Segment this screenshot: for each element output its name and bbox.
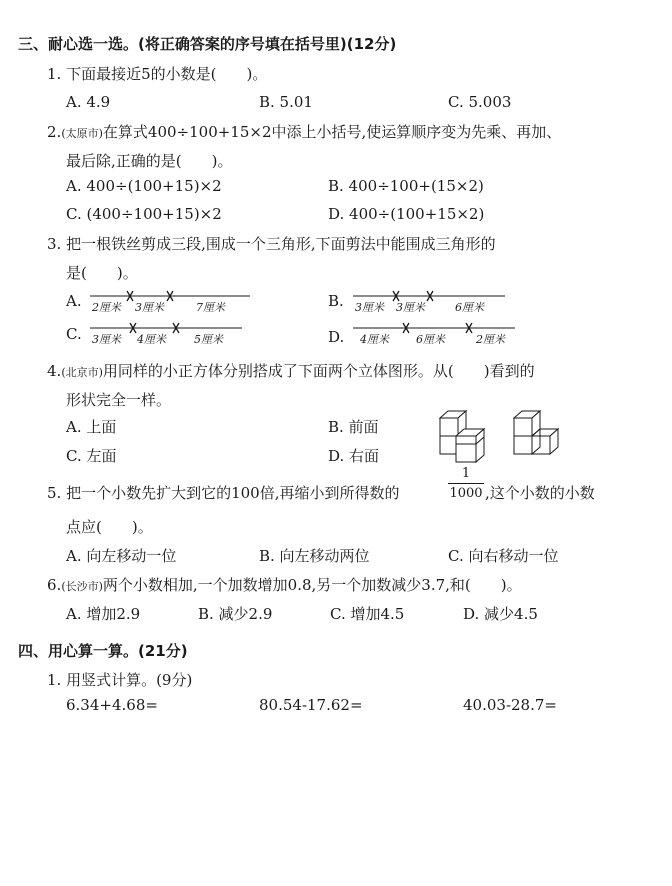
q3-c-seg-3: 5厘米 <box>194 333 223 346</box>
question-4-line2: 形状完全一样。 <box>66 391 172 409</box>
s4-question-1: 1. 用竖式计算。(9分) <box>47 671 193 689</box>
question-2-line2: 最后除,正确的是( )。 <box>66 152 233 170</box>
q4-option-d: D. 右面 <box>328 447 380 465</box>
q3-a-seg-2: 3厘米 <box>135 301 164 314</box>
q4-text: 用同样的小正方体分别搭成了下面两个立体图形。从( )看到的 <box>102 362 535 380</box>
q1-option-a: A. 4.9 <box>66 93 111 111</box>
q1-option-b: B. 5.01 <box>259 93 313 111</box>
q4-solid-figure-2 <box>512 408 572 464</box>
q3-d-seg-3: 2厘米 <box>476 333 505 346</box>
q5-fraction <box>448 466 484 501</box>
calc-expression-2: 80.54-17.62= <box>259 696 363 714</box>
q3-b-seg-2: 3厘米 <box>396 301 425 314</box>
question-4 <box>47 360 535 381</box>
q6-text: 两个小数相加,一个加数增加0.8,另一个加数减少3.7,和( )。 <box>102 576 522 594</box>
q3-option-a-label: A. <box>66 292 82 310</box>
q6-option-c: C. 增加4.5 <box>330 605 405 623</box>
q6-option-b: B. 减少2.9 <box>198 605 273 623</box>
question-2 <box>47 121 561 142</box>
q4-location: (北京市) <box>61 366 103 379</box>
q3-b-seg-1: 3厘米 <box>355 301 384 314</box>
q3-a-seg-3: 7厘米 <box>196 301 225 314</box>
q5-fraction-numerator: 1 <box>461 466 471 481</box>
q4-number: 4. <box>47 362 62 380</box>
q6-option-a: A. 增加2.9 <box>66 605 141 623</box>
q1-option-c: C. 5.003 <box>448 93 512 111</box>
q2-text: 在算式400÷100+15×2中添上小括号,使运算顺序变为先乘、再加、 <box>102 123 562 141</box>
question-3-line2: 是( )。 <box>66 264 138 282</box>
section-4-title: 四、用心算一算。(21分) <box>18 642 188 660</box>
question-6 <box>47 574 522 595</box>
question-5-line2: 点应( )。 <box>66 518 153 536</box>
q2-option-a: A. 400÷(100+15)×2 <box>66 177 222 195</box>
q4-option-c: C. 左面 <box>66 447 117 465</box>
q5-option-b: B. 向左移动两位 <box>259 547 370 565</box>
q2-option-c: C. (400÷100+15)×2 <box>66 205 222 223</box>
q2-option-d: D. 400÷(100+15×2) <box>328 205 485 223</box>
question-5-end: ,这个小数的小数 <box>485 484 595 502</box>
q2-location: (太原市) <box>61 127 103 140</box>
q3-a-seg-1: 2厘米 <box>92 301 121 314</box>
q2-number: 2. <box>47 123 62 141</box>
section-3-title: 三、耐心选一选。(将正确答案的序号填在括号里)(12分) <box>18 35 397 53</box>
q5-fraction-denominator: 1000 <box>449 486 483 501</box>
q3-d-seg-2: 6厘米 <box>416 333 445 346</box>
q4-option-a: A. 上面 <box>66 418 117 436</box>
calc-expression-3: 40.03-28.7= <box>463 696 557 714</box>
question-5: 5. 把一个小数先扩大到它的100倍,再缩小到所得数的 <box>47 484 400 502</box>
q6-location: (长沙市) <box>61 580 103 593</box>
q5-option-c: C. 向右移动一位 <box>448 547 559 565</box>
q3-c-seg-2: 4厘米 <box>137 333 166 346</box>
q3-b-seg-3: 6厘米 <box>455 301 484 314</box>
q6-option-d: D. 减少4.5 <box>463 605 538 623</box>
q4-option-b: B. 前面 <box>328 418 379 436</box>
q3-option-b-label: B. <box>328 292 344 310</box>
q3-c-seg-1: 3厘米 <box>92 333 121 346</box>
q3-option-d-label: D. <box>328 328 345 346</box>
calc-expression-1: 6.34+4.68= <box>66 696 158 714</box>
question-1: 1. 下面最接近5的小数是( )。 <box>47 65 268 83</box>
q2-option-b: B. 400÷100+(15×2) <box>328 177 484 195</box>
q3-option-c-label: C. <box>66 325 82 343</box>
q5-option-a: A. 向左移动一位 <box>66 547 177 565</box>
q3-d-seg-1: 4厘米 <box>360 333 389 346</box>
question-3: 3. 把一根铁丝剪成三段,围成一个三角形,下面剪法中能围成三角形的 <box>47 235 496 253</box>
q4-solid-figure-1 <box>438 408 498 464</box>
q6-number: 6. <box>47 576 62 594</box>
